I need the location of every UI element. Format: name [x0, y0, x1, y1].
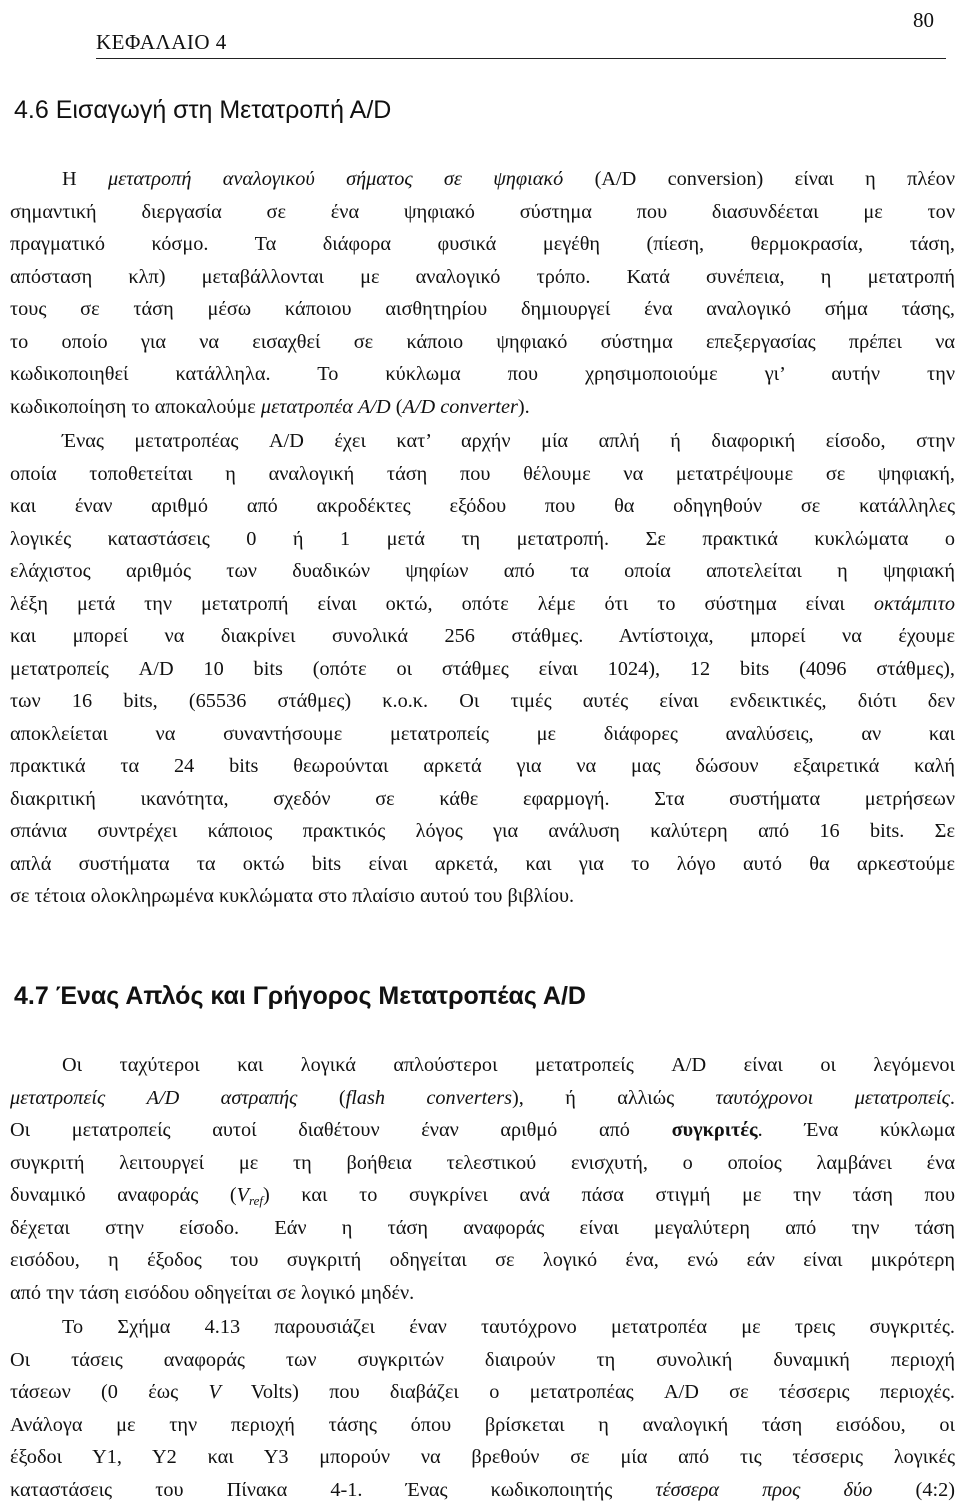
paragraph-4-6-2 — [10, 425, 955, 913]
paragraph-4-6-1 — [10, 163, 955, 423]
paragraph-4-7-1 — [10, 1049, 955, 1309]
section-title-4-6: 4.6 Εισαγωγή στη Μετατροπή Α/D — [14, 96, 392, 124]
text-line: έξοδοι Υ1, Υ2 και Υ3 μπορούν να βρεθούν σε μία από τις τέσσερις λογικές — [10, 1446, 955, 1468]
text-line: εισόδου, η έξοδος του συγκριτή οδηγείται σε λογικό ένα, ενώ εάν είναι μικρότερη — [10, 1249, 955, 1271]
text-line: αποκλείεται να συναντήσουμε μετατροπείς με διάφορες αναλύσεις, αν και — [10, 722, 955, 745]
text-line: απλά συστήματα τα οκτώ bits είναι αρκετά, και για το λόγο αυτό θα αρκεστούμε — [10, 852, 955, 875]
text-line: πραγματικό κόσμο. Τα διάφορα φυσικά μεγέθη (πίεση, θερμοκρασία, τάση, — [10, 233, 955, 255]
text-line: Οι ταχύτεροι και λογικά απλούστεροι μετατροπείς A/D είναι οι λεγόμενοι — [62, 1054, 955, 1076]
page-number: 80 — [913, 8, 934, 32]
text-line: τους σε τάση μέσω κάποιου αισθητηρίου δημιουργεί ένα αναλογικό σήμα τάσης, — [10, 298, 955, 320]
header-rule — [96, 58, 946, 59]
text-line: λογικές καταστάσεις 0 ή 1 μετά τη μετατροπή. Σε πρακτικά κυκλώματα ο — [10, 527, 955, 550]
text-line: Το Σχήμα 4.13 παρουσιάζει έναν ταυτόχρονο μετατροπέα με τρεις συγκριτές. — [62, 1316, 955, 1338]
text-line: λέξη μετά την μετατροπή είναι οκτώ, οπότε λέμε ότι το σύστημα είναι οκτάμπιτο — [10, 592, 955, 615]
text-line: Η μετατροπή αναλογικού σήματος σε ψηφιακό (A/D conversion) είναι η πλέον — [62, 168, 955, 190]
page-header — [96, 8, 946, 56]
text-line: των 16 bits, (65536 στάθμες) κ.ο.κ. Οι τιμές αυτές είναι ενδεικτικές, διότι δεν — [10, 690, 955, 712]
text-line: Οι μετατροπείς αυτοί διαθέτουν έναν αριθμό από συγκριτές. Ένα κύκλωμα — [10, 1119, 955, 1141]
paragraph-4-7-2 — [10, 1311, 955, 1506]
text-line: Ανάλογα με την περιοχή τάσης όπου βρίσκεται η αναλογική τάση εισόδου, οι — [10, 1413, 955, 1436]
text-line: σε τέτοια ολοκληρωμένα κυκλώματα στο πλαίσιο αυτού του βιβλίου. — [10, 885, 575, 907]
text-line: δέχεται στην είσοδο. Εάν η τάση αναφοράς είναι μεγαλύτερη από την τάση — [10, 1216, 955, 1239]
text-line: διακριτική ικανότητα, σχεδόν σε κάθε εφαρμογή. Στα συστήματα μετρήσεων — [10, 787, 955, 810]
text-line: σημαντική διεργασία σε ένα ψηφιακό σύστημα που διασυνδέεται με τον — [10, 200, 955, 223]
text-line: Οι τάσεις αναφοράς των συγκριτών διαιρούν τη συνολική δυναμική περιοχή — [10, 1348, 955, 1371]
text-line: ελάχιστος αριθμός των δυαδικών ψηφίων από τα οποία αποτελείται η ψηφιακή — [10, 560, 955, 582]
text-line: απόσταση κλπ) μεταβάλλονται με αναλογικό τρόπο. Κατά συνέπεια, η μετατροπή — [10, 265, 955, 288]
text-line: οποία τοποθετείται η αναλογική τάση που θέλουμε να μετατρέψουμε σε ψηφιακή, — [10, 462, 955, 485]
text-line: από την τάση εισόδου οδηγείται σε λογικό μηδέν. — [10, 1281, 415, 1304]
text-line: κωδικοποίηση το αποκαλούμε μετατροπέα A/D (A/D converter). — [10, 395, 530, 418]
text-line: Ένας μετατροπέας A/D έχει κατ’ αρχήν μία απλή ή διαφορική είσοδο, στην — [62, 430, 955, 452]
text-line: συγκριτή λειτουργεί με τη βοήθεια τελεστικού ενισχυτή, ο οποίος λαμβάνει ένα — [10, 1151, 955, 1174]
text-line: πρακτικά τα 24 bits θεωρούνται αρκετά για να μας δώσουν εξαιρετικά καλή — [10, 755, 955, 777]
text-line: και έναν αριθμό από ακροδέκτες εξόδου που θα οδηγηθούν σε κατάλληλες — [10, 495, 955, 517]
text-line: δυναμικό αναφοράς $(V_{ref})$ και το συγκρίνει ανά πάσα στιγμή με την τάση που — [10, 1184, 955, 1208]
text-line: σπάνια συντρέχει κάποιος πρακτικός λόγος για ανάλυση καλύτερη από 16 bits. Σε — [10, 820, 955, 842]
text-line: καταστάσεις του Πίνακα 4-1. Ένας κωδικοποιητής τέσσερα προς δύο (4:2) — [10, 1478, 955, 1501]
text-line: κωδικοποιηθεί κατάλληλα. Το κύκλωμα που χρησιμοποιούμε γι’ αυτήν την — [10, 363, 955, 385]
text-line: μετατροπείς A/D 10 bits (οπότε οι στάθμες είναι 1024), 12 bits (4096 στάθμες), — [10, 657, 955, 680]
text-line: τάσεων (0 έως V Volts) που διαβάζει ο μετατροπέας A/D σε τέσσερις περιοχές. — [10, 1381, 955, 1403]
text-line: μετατροπείς A/D αστραπής (flash converters), ή αλλιώς ταυτόχρονοι μετατροπείς. — [10, 1086, 955, 1109]
section-title-4-7: 4.7 Ένας Απλός και Γρήγορος Μετατροπέας Α/D — [14, 982, 586, 1010]
text-line: το οποίο για να εισαχθεί σε κάποιο ψηφιακό σύστημα επεξεργασίας πρέπει να — [10, 330, 955, 353]
text-line: και μπορεί να διακρίνει συνολικά 256 στάθμες. Αντίστοιχα, μπορεί να έχουμε — [10, 625, 955, 647]
chapter-label: ΚΕΦΑΛΑΙΟ 4 — [96, 30, 227, 54]
